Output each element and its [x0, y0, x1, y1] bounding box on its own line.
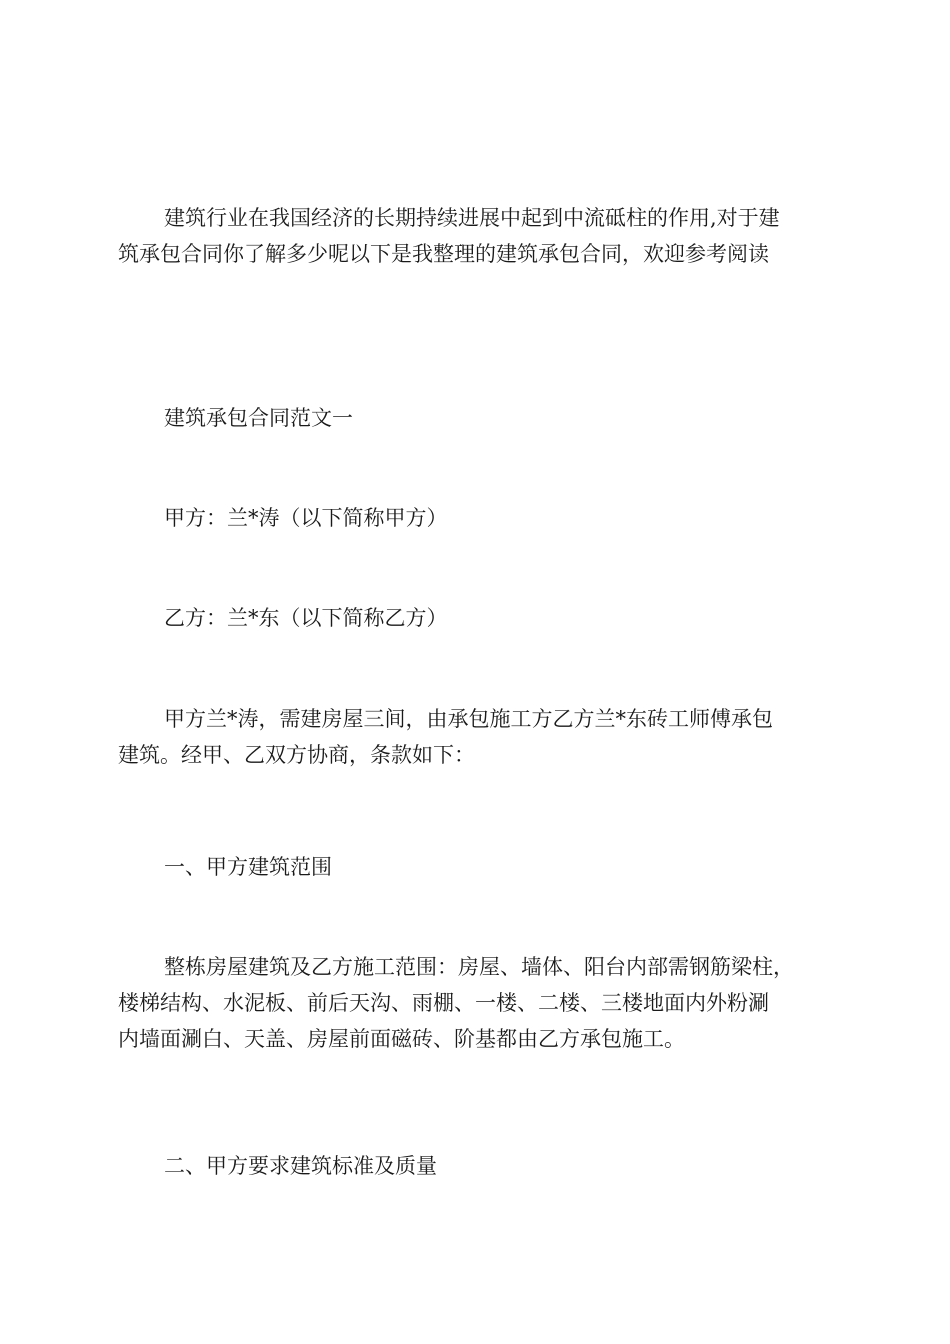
party-b-line — [118, 600, 834, 636]
party-a-line — [118, 500, 834, 536]
contract-title — [118, 400, 834, 436]
section-1-line-2: 楼梯结构、水泥板、前后天沟、雨棚、一楼、二楼、三楼地面内外粉涮 — [118, 991, 769, 1015]
party-a-text: 甲方：兰*涛（以下简称甲方） — [164, 506, 448, 530]
section-1-heading-text: 一、甲方建筑范围 — [164, 855, 332, 879]
section-2-heading-text: 二、甲方要求建筑标准及质量 — [164, 1154, 437, 1178]
preamble-line-1: 甲方兰*涛，需建房屋三间，由承包施工方乙方兰*东砖工师傅承包 — [164, 707, 773, 731]
intro-paragraph — [118, 200, 834, 272]
section-1-line-1: 整栋房屋建筑及乙方施工范围：房屋、墙体、阳台内部需钢筋梁柱， — [164, 955, 794, 979]
preamble-paragraph — [118, 701, 834, 773]
preamble-line-2: 建筑。经甲、乙双方协商，条款如下： — [118, 743, 475, 767]
section-1-heading — [118, 849, 834, 885]
section-1-line-3: 内墙面涮白、天盖、房屋前面磁砖、阶基都由乙方承包施工。 — [118, 1027, 685, 1051]
intro-line-2: 筑承包合同你了解多少呢以下是我整理的建筑承包合同，欢迎参考阅读 — [118, 242, 769, 266]
section-1-paragraph — [118, 949, 834, 1057]
party-b-text: 乙方：兰*东（以下简称乙方） — [164, 606, 448, 630]
section-2-heading — [118, 1148, 834, 1184]
intro-line-1: 建筑行业在我国经济的长期持续进展中起到中流砥柱的作用,对于建 — [164, 206, 780, 230]
contract-title-text: 建筑承包合同范文一 — [164, 406, 353, 430]
